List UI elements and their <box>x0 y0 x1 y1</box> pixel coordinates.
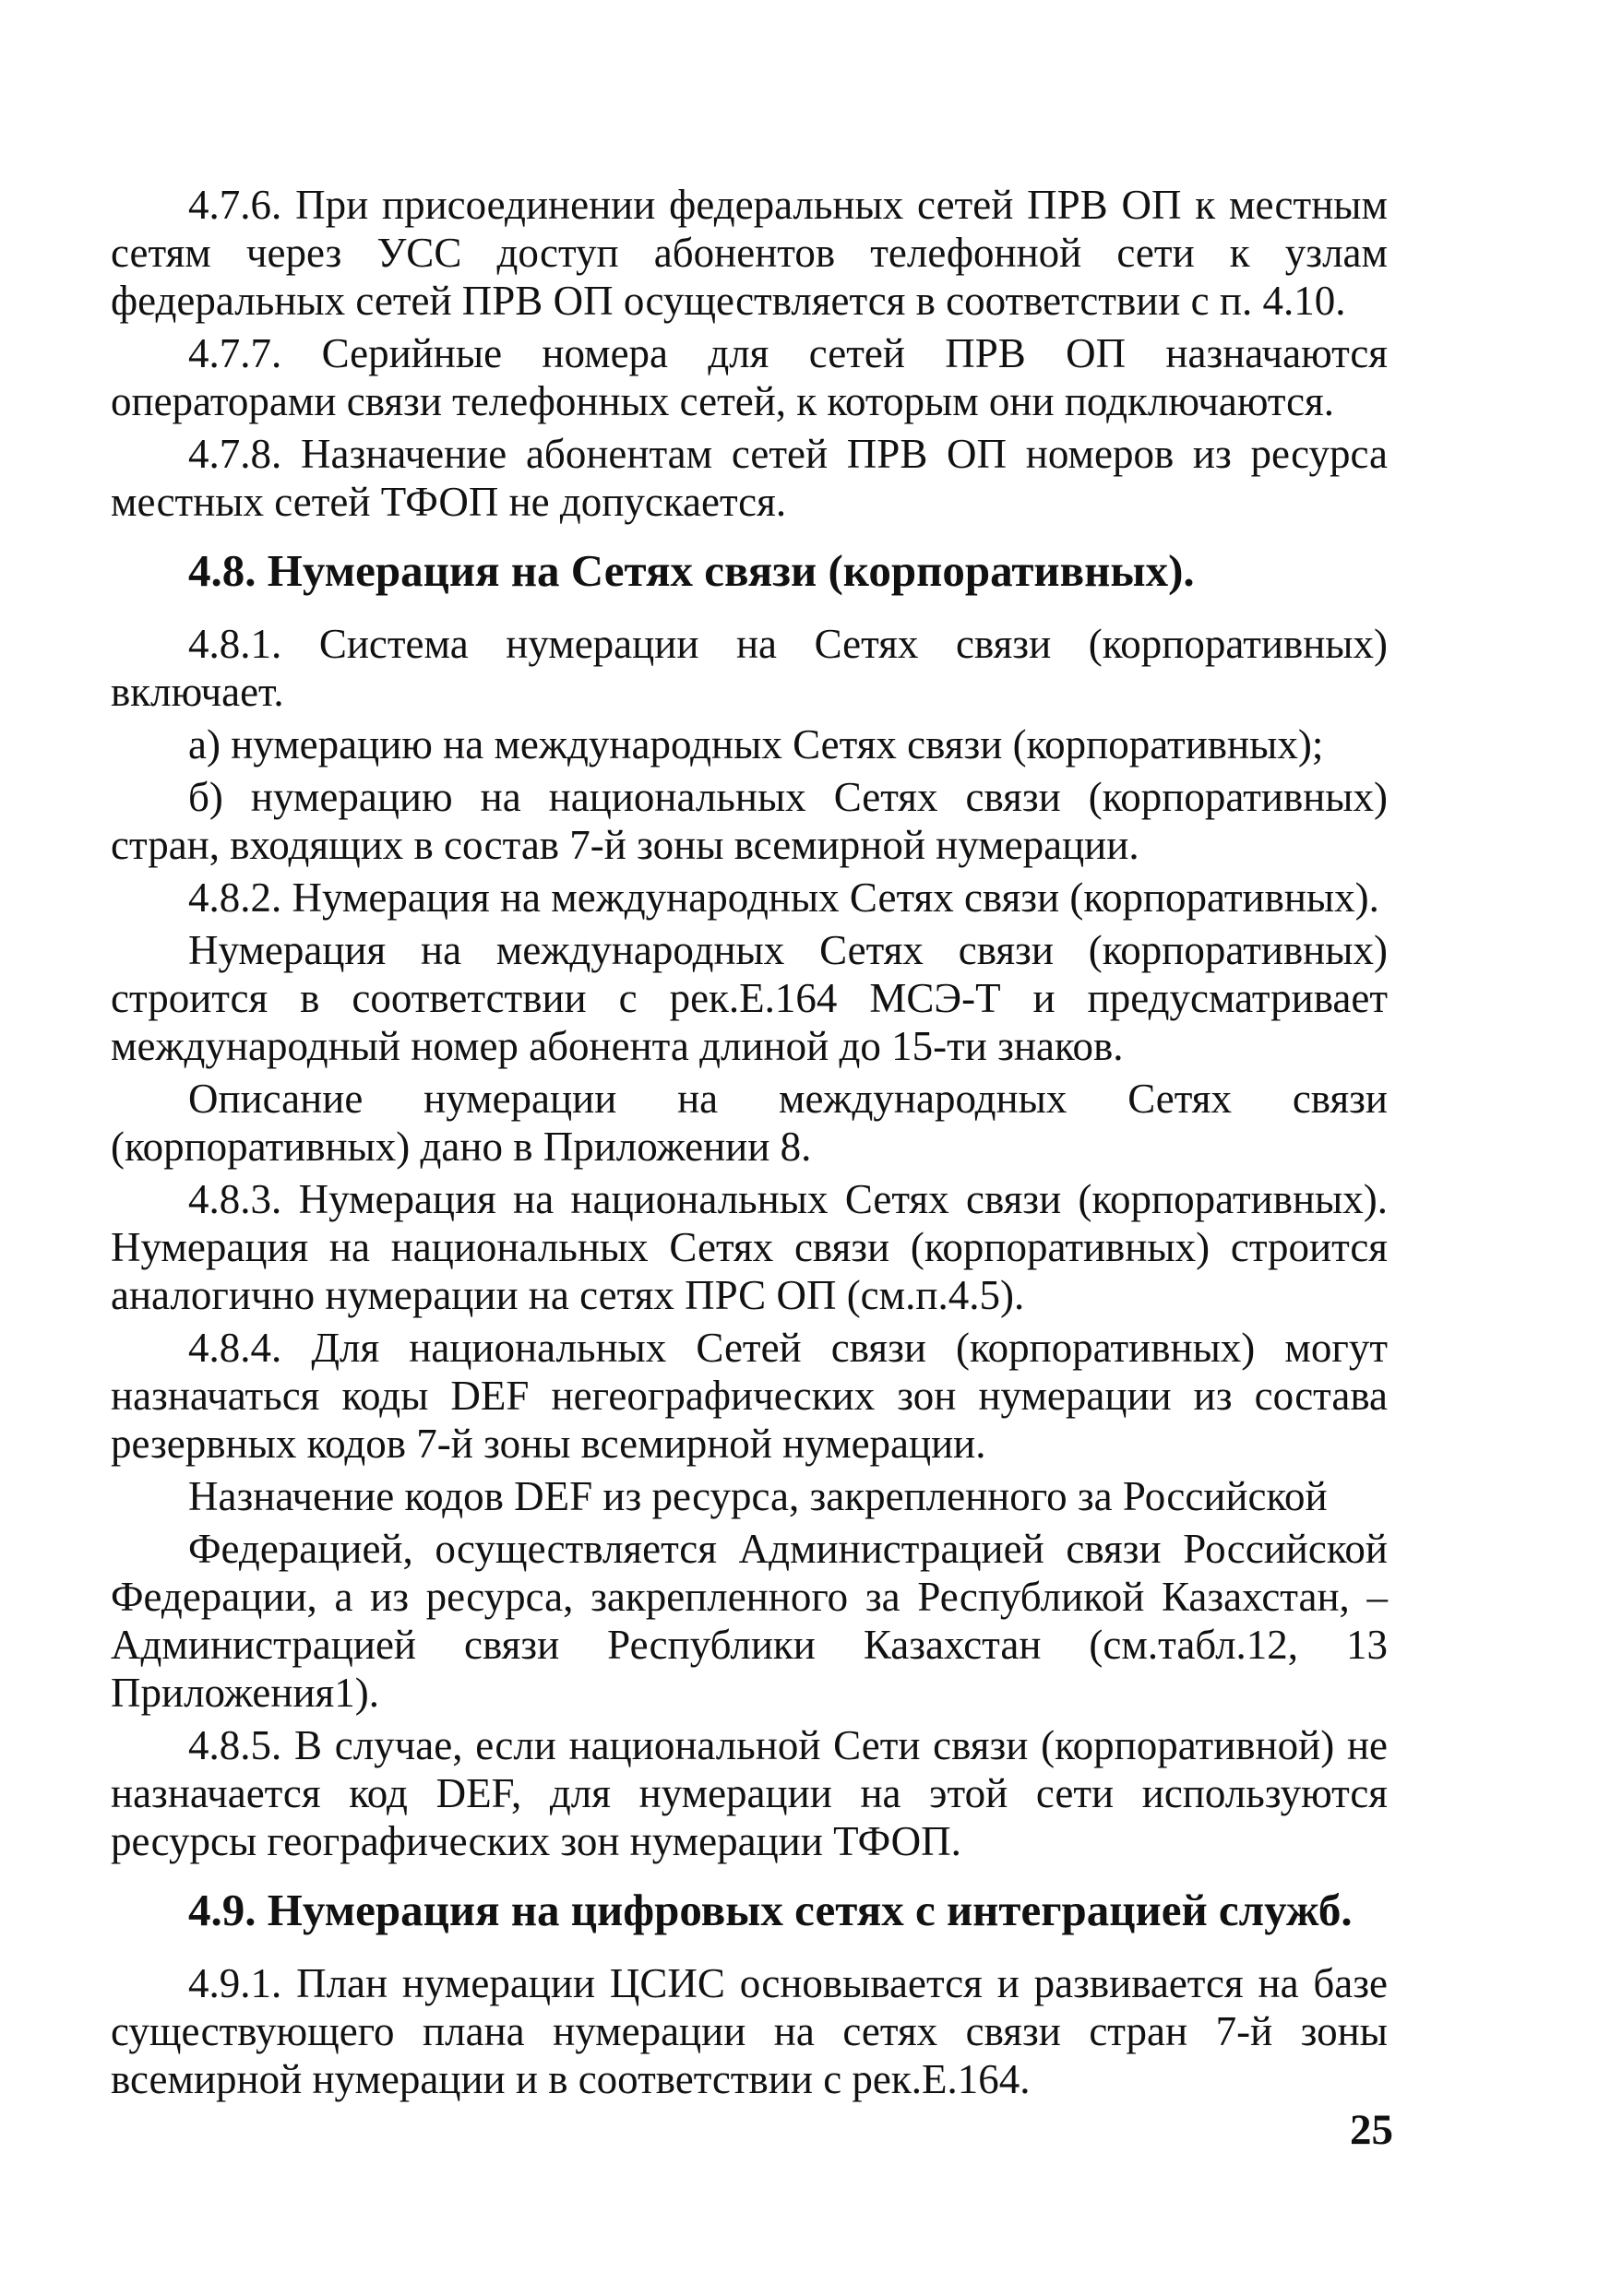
paragraph-def-codes: Назначение кодов DEF из ресурса, закрепленного за Российской <box>188 1473 1328 1519</box>
section-heading-4-9: 4.9. Нумерация на цифровых сетях с интеграцией служб. <box>188 1885 1353 1935</box>
paragraph-4-7-7: 4.7.7. Серийные номера для сетей ПРВ ОП назначаются операторами связи телефонных сетей, к которым они подключаются. <box>111 330 1388 424</box>
paragraph-4-8-5: 4.8.5. В случае, если национальной Сети связи (корпоративной) не назначается код DEF, для нумерации на этой сети используются ресурсы географических зон нумерации ТФОП. <box>111 1722 1388 1864</box>
paragraph-4-8-1: 4.8.1. Система нумерации на Сетях связи (корпоративных) включает. <box>111 621 1388 715</box>
paragraph-appendix-8: Описание нумерации на международных Сетях связи (корпоративных) дано в Приложении 8. <box>111 1076 1388 1170</box>
paragraph-4-9-1: 4.9.1. План нумерации ЦСИС основывается и развивается на базе существующего плана нумерации на сетях связи стран 7-й зоны всемирной нумерации и в соответствии с рек.Е.164. <box>111 1960 1388 2102</box>
list-item-a: а) нумерацию на международных Сетях связи (корпоративных); <box>188 721 1324 767</box>
section-heading-4-8: 4.8. Нумерация на Сетях связи (корпоративных). <box>188 545 1195 596</box>
page-body <box>111 181 1388 2108</box>
paragraph-4-7-8: 4.7.8. Назначение абонентам сетей ПРВ ОП номеров из ресурса местных сетей ТФОП не допускается. <box>111 431 1388 525</box>
paragraph-4-8-4: 4.8.4. Для национальных Сетей связи (корпоративных) могут назначаться коды DEF негеографических зон нумерации из состава резервных кодов 7-й зоны всемирной нумерации. <box>111 1325 1388 1467</box>
list-item-b: б) нумерацию на национальных Сетях связи (корпоративных) стран, входящих в состав 7-й зоны всемирной нумерации. <box>111 774 1388 868</box>
paragraph-4-8-3: 4.8.3. Нумерация на национальных Сетях связи (корпоративных). Нумерация на национальных Сетях связи (корпоративных) строится аналогично нумерации на сетях ПРС ОП (см.п.4.5). <box>111 1176 1388 1318</box>
paragraph-administration: Федерацией, осуществляется Администрацией связи Российской Федерации, а из ресурса, закрепленного за Республикой Казахстан, – Администрацией связи Республики Казахстан (см.табл.12, 13 Приложения1). <box>111 1526 1388 1716</box>
paragraph-international-numbering: Нумерация на международных Сетях связи (корпоративных) строится в соответствии с рек.Е.164 МСЭ-Т и предусматривает международный номер абонента длиной до 15-ти знаков. <box>111 927 1388 1069</box>
page-number: 25 <box>1350 2106 1393 2154</box>
paragraph-4-8-2: 4.8.2. Нумерация на международных Сетях связи (корпоративных). <box>188 874 1379 921</box>
paragraph-4-7-6: 4.7.6. При присоединении федеральных сетей ПРВ ОП к местным сетям через УСС доступ абонентов телефонной сети к узлам федеральных сетей ПРВ ОП осуществляется в соответствии с п. 4.10. <box>111 182 1388 324</box>
